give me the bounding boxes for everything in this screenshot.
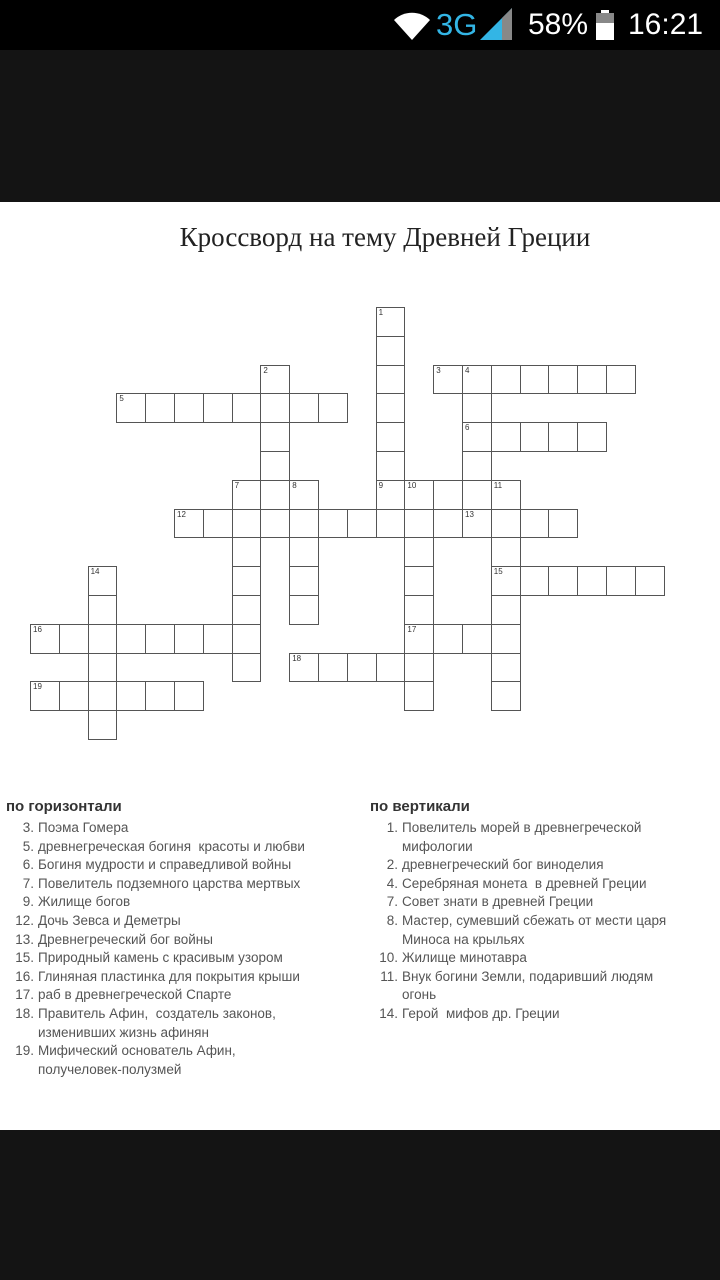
clue-item <box>6 968 356 987</box>
clue-item <box>6 912 356 931</box>
grid-cell <box>289 393 319 423</box>
clue-number: 8 <box>292 480 297 490</box>
grid-cell <box>232 480 262 510</box>
grid-cell <box>433 624 463 654</box>
grid-cell <box>606 566 636 596</box>
grid-cell <box>462 393 492 423</box>
clue-item-text: Совет знати в древней Греции <box>402 894 594 910</box>
grid-cell <box>232 566 262 596</box>
grid-cell <box>30 624 60 654</box>
grid-cell <box>232 509 262 539</box>
grid-cell <box>289 566 319 596</box>
clue-item-text: Внук богини Земли, подаривший людям огонь <box>402 968 654 1003</box>
clue-item <box>6 838 356 857</box>
grid-cell <box>548 365 578 395</box>
clue-number: 15 <box>493 567 503 577</box>
grid-cell <box>520 509 550 539</box>
grid-cell <box>491 365 521 395</box>
grid-cell <box>174 393 204 423</box>
grid-cell <box>376 365 406 395</box>
grid-cell <box>174 509 204 539</box>
clue-item <box>6 819 356 838</box>
grid-cell <box>376 509 406 539</box>
clue-item-number: 14. <box>379 1005 398 1021</box>
clue-number: 14 <box>90 567 100 577</box>
grid-cell <box>232 595 262 625</box>
grid-cell <box>577 365 607 395</box>
grid-cell <box>577 422 607 452</box>
grid-cell <box>289 595 319 625</box>
grid-cell <box>433 365 463 395</box>
clue-item-text: Мифический основатель Афин, получеловек-полузмей <box>38 1043 236 1077</box>
grid-cell <box>318 653 348 683</box>
battery-icon <box>596 10 614 40</box>
grid-cell <box>462 451 492 481</box>
clue-item-number: 17. <box>15 987 34 1003</box>
grid-cell <box>548 422 578 452</box>
grid-cell <box>520 566 550 596</box>
crossword-image[interactable] <box>0 202 720 1130</box>
network-type: 3G <box>436 7 478 42</box>
clue-item-text: Серебряная монета в древней Греции <box>402 875 647 891</box>
grid-cell <box>376 451 406 481</box>
grid-cell <box>491 480 521 510</box>
clue-item-text: Жилище минотавра <box>402 950 527 966</box>
status-bar <box>0 0 720 50</box>
grid-cell <box>145 624 175 654</box>
grid-cell <box>606 365 636 395</box>
grid-cell <box>116 393 146 423</box>
clue-item-text: Повелитель морей в древнегреческой мифологии <box>402 820 642 854</box>
grid-cell <box>491 653 521 683</box>
clue-item <box>6 856 356 875</box>
page-title: Кроссворд на тему Древней Греции <box>179 222 591 252</box>
grid-cell <box>289 653 319 683</box>
clue-number: 12 <box>177 509 186 519</box>
grid-cell <box>548 566 578 596</box>
grid-cell <box>433 509 463 539</box>
grid-cell <box>88 595 118 625</box>
clue-item-number: 3. <box>22 820 34 835</box>
clue-number: 5 <box>119 394 124 404</box>
grid-cell <box>376 393 406 423</box>
clue-number: 19 <box>33 682 42 692</box>
clue-number: 11 <box>493 480 503 490</box>
clue-number: 6 <box>465 423 470 433</box>
grid-cell <box>404 509 434 539</box>
grid-cell <box>59 624 89 654</box>
grid-cell <box>174 681 204 711</box>
clue-item-number: 13. <box>15 931 34 947</box>
grid-cell <box>376 336 406 366</box>
clue-item-number: 2. <box>386 857 398 873</box>
clue-item <box>6 1042 356 1079</box>
clue-item-text: Поэма Гомера <box>38 820 129 835</box>
grid-cell <box>347 653 377 683</box>
top-dark-area <box>0 50 720 202</box>
grid-cell <box>462 365 492 395</box>
clock: 16:21 <box>628 8 704 41</box>
grid-cell <box>404 595 434 625</box>
clue-number: 2 <box>263 365 268 375</box>
clue-number: 16 <box>33 624 42 634</box>
grid-cell <box>289 480 319 510</box>
grid-cell <box>491 509 521 539</box>
grid-cell <box>88 681 118 711</box>
grid-cell <box>433 480 463 510</box>
clue-item <box>370 893 715 912</box>
clue-item-number: 9. <box>22 894 34 910</box>
clue-item <box>370 912 715 949</box>
clue-item <box>6 1005 356 1042</box>
grid-cell <box>520 365 550 395</box>
grid-cell <box>232 653 262 683</box>
grid-cell <box>404 537 434 567</box>
clue-number: 4 <box>465 365 470 375</box>
clue-item-number: 7. <box>386 894 398 910</box>
grid-cell <box>260 451 290 481</box>
grid-cell <box>491 537 521 567</box>
clue-item <box>6 986 356 1005</box>
grid-cell <box>260 509 290 539</box>
clue-item-number: 7. <box>22 875 34 891</box>
grid-cell <box>376 480 406 510</box>
clue-item-text: Дочь Зевса и Деметры <box>38 912 181 928</box>
clue-number: 7 <box>234 480 240 490</box>
grid-cell <box>203 509 233 539</box>
grid-cell <box>404 624 434 654</box>
grid-cell <box>145 681 175 711</box>
signal-icon <box>480 8 512 40</box>
clue-item <box>6 931 356 950</box>
clue-item-text: Древнегреческий бог войны <box>38 931 213 947</box>
grid-cell <box>203 393 233 423</box>
clue-item-text: Глиняная пластинка для покрытия крыши <box>38 968 300 984</box>
grid-cell <box>491 595 521 625</box>
clue-item-text: древнегреческая богиня красоты и любви <box>38 838 305 854</box>
clue-number: 13 <box>465 509 474 519</box>
grid-cell <box>404 566 434 596</box>
clues-down <box>370 798 715 1024</box>
grid-cell <box>232 537 262 567</box>
across-heading: по горизонтали <box>6 798 122 815</box>
clue-item <box>370 875 715 894</box>
clue-item-text: Жилище богов <box>38 894 131 910</box>
down-heading: по вертикали <box>370 798 470 815</box>
clue-number: 3 <box>436 365 441 375</box>
grid-cell <box>404 653 434 683</box>
clue-number: 17 <box>407 624 417 634</box>
grid-cell <box>203 624 233 654</box>
grid-cell <box>404 480 434 510</box>
clue-number: 18 <box>292 653 302 663</box>
grid-cell <box>404 681 434 711</box>
grid-cell <box>635 566 665 596</box>
grid-cell <box>116 624 146 654</box>
clue-item-text: Герой мифов др. Греции <box>402 1005 560 1021</box>
clue-item <box>6 949 356 968</box>
clue-number: 10 <box>407 480 417 490</box>
clue-item-text: раб в древнегреческой Спарте <box>38 987 232 1003</box>
grid-cell <box>491 624 521 654</box>
grid-cell <box>88 566 118 596</box>
clue-item-number: 19. <box>15 1043 34 1059</box>
grid-cell <box>462 422 492 452</box>
grid-cell <box>174 624 204 654</box>
grid-cell <box>260 365 290 395</box>
grid-cell <box>116 681 146 711</box>
grid-cell <box>462 509 492 539</box>
clue-item-text: Правитель Афин, создатель законов, изменивших жизнь афинян <box>38 1005 276 1040</box>
clue-item <box>370 1005 715 1024</box>
clue-item-number: 15. <box>15 950 34 966</box>
clue-item <box>370 856 715 875</box>
clue-item-number: 4. <box>386 875 398 891</box>
grid-cell <box>59 681 89 711</box>
clue-item-number: 1. <box>386 820 398 835</box>
grid-cell <box>232 624 262 654</box>
crossword-grid <box>0 202 720 762</box>
clue-item <box>370 819 715 856</box>
grid-cell <box>88 653 118 683</box>
clue-item-text: Повелитель подземного царства мертвых <box>38 875 301 891</box>
clue-item-number: 11. <box>380 968 398 984</box>
clue-number: 9 <box>378 480 384 490</box>
clue-item <box>6 875 356 894</box>
grid-cell <box>289 509 319 539</box>
grid-cell <box>491 681 521 711</box>
grid-cell <box>376 653 406 683</box>
wifi-icon <box>392 8 432 42</box>
clue-item <box>6 893 356 912</box>
clue-item-number: 12. <box>15 912 34 928</box>
grid-cell <box>260 393 290 423</box>
grid-cell <box>88 710 118 740</box>
clue-item-number: 8. <box>386 912 398 928</box>
grid-cell <box>318 393 348 423</box>
grid-cell <box>577 566 607 596</box>
battery-level: 58% <box>528 8 589 41</box>
clues-across <box>6 798 356 1079</box>
grid-cell <box>376 307 406 337</box>
clue-item-text: древнегреческий бог виноделия <box>402 857 604 873</box>
grid-cell <box>462 480 492 510</box>
grid-cell <box>260 422 290 452</box>
grid-cell <box>88 624 118 654</box>
clue-item-number: 6. <box>22 857 34 873</box>
clue-number: 1 <box>378 308 384 317</box>
grid-cell <box>548 509 578 539</box>
grid-cell <box>376 422 406 452</box>
clue-item-number: 18. <box>15 1005 34 1021</box>
clue-item-number: 5. <box>22 838 34 854</box>
grid-cell <box>289 537 319 567</box>
bottom-dark-area <box>0 1130 720 1280</box>
clue-item <box>370 968 715 1005</box>
grid-cell <box>318 509 348 539</box>
grid-cell <box>520 422 550 452</box>
clue-item-text: Природный камень с красивым узором <box>38 950 283 966</box>
clue-item <box>370 949 715 968</box>
grid-cell <box>232 393 262 423</box>
clue-item-text: Мастер, сумевший сбежать от мести царя Миноса на крыльях <box>402 912 667 947</box>
clue-item-number: 16. <box>15 968 34 984</box>
grid-cell <box>145 393 175 423</box>
grid-cell <box>30 681 60 711</box>
grid-cell <box>347 509 377 539</box>
clue-item-number: 10. <box>379 950 398 966</box>
clue-item-text: Богиня мудрости и справедливой войны <box>38 857 292 873</box>
grid-cell <box>491 422 521 452</box>
grid-cell <box>462 624 492 654</box>
grid-cell <box>491 566 521 596</box>
